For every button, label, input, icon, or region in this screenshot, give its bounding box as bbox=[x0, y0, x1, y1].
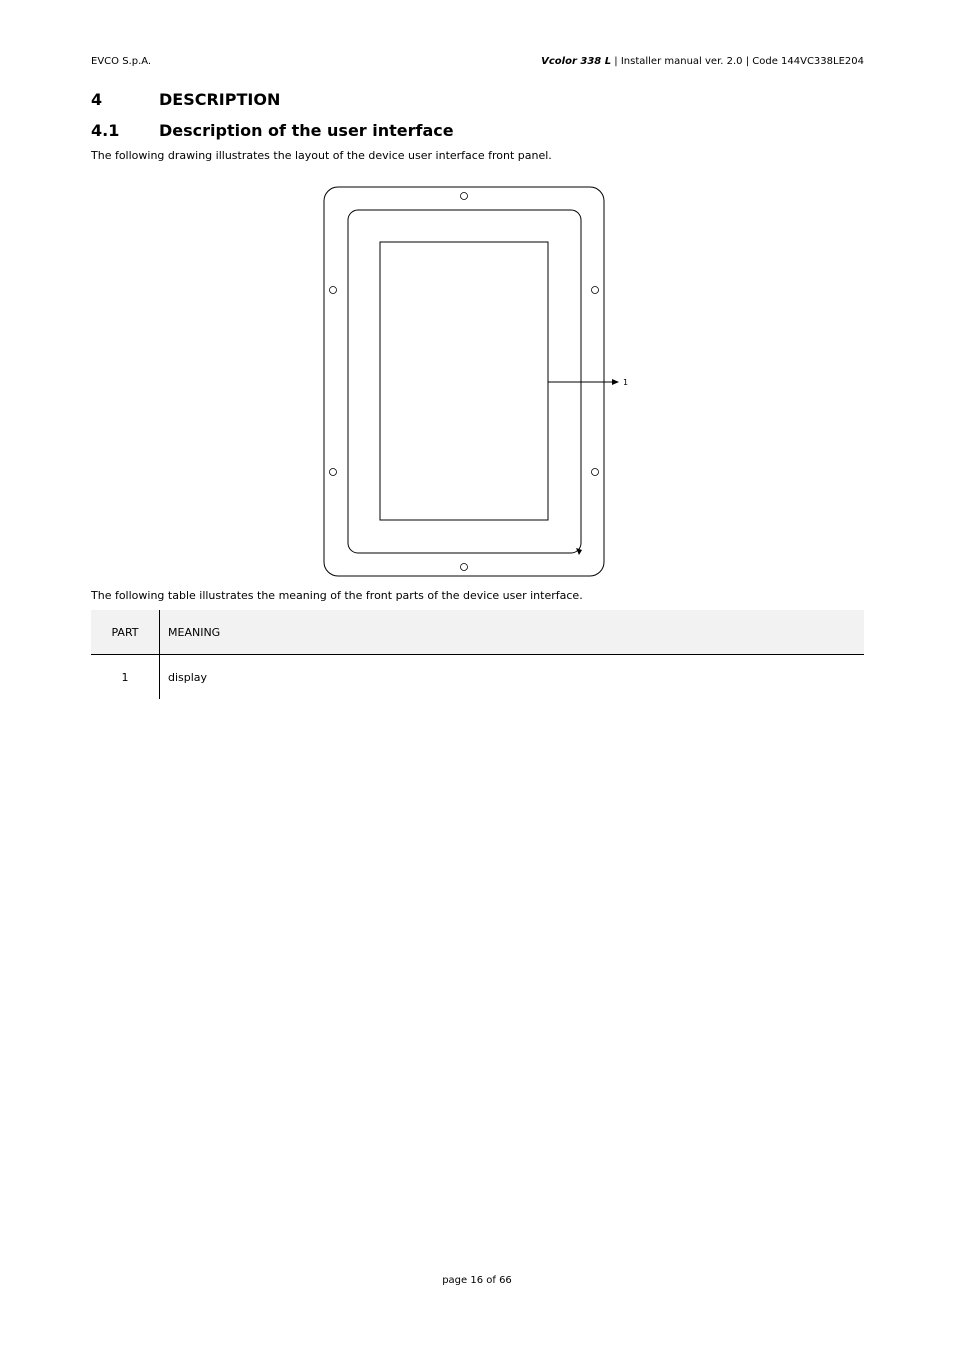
header-doc-code: | Installer manual ver. 2.0 | Code 144VC338LE204 bbox=[611, 56, 864, 67]
parts-table bbox=[91, 610, 864, 699]
mount-hole-right-bottom bbox=[592, 469, 599, 476]
table-header-row bbox=[91, 610, 864, 655]
page-number: page 16 of 66 bbox=[442, 1275, 512, 1286]
subsection-heading bbox=[91, 121, 454, 140]
front-panel-drawing bbox=[318, 182, 638, 582]
callout-label: 1 bbox=[623, 378, 629, 387]
cell-part: 1 bbox=[91, 655, 160, 700]
section-number: 4 bbox=[91, 90, 103, 109]
section-title: DESCRIPTION bbox=[159, 90, 281, 109]
mount-hole-left-bottom bbox=[330, 469, 337, 476]
header-product: Vcolor 338 L bbox=[541, 56, 612, 67]
section-heading bbox=[91, 90, 280, 109]
header-part: PART bbox=[91, 610, 160, 655]
callout-arrowhead bbox=[612, 379, 619, 385]
mount-hole-bottom bbox=[461, 564, 468, 571]
mount-hole-top bbox=[461, 193, 468, 200]
table-intro-paragraph: The following table illustrates the meaning of the front parts of the device user interface. bbox=[91, 589, 583, 602]
cell-meaning: display bbox=[168, 670, 208, 684]
intro-paragraph: The following drawing illustrates the layout of the device user interface front panel. bbox=[91, 149, 552, 162]
header-company: EVCO S.p.A. bbox=[91, 56, 152, 67]
table-row bbox=[91, 655, 864, 700]
subsection-number: 4.1 bbox=[91, 121, 120, 140]
subsection-title: Description of the user interface bbox=[159, 121, 454, 140]
header-meaning: MEANING bbox=[160, 610, 865, 655]
mount-hole-right-top bbox=[592, 287, 599, 294]
display-area bbox=[380, 242, 548, 520]
header-doc-info bbox=[541, 56, 864, 67]
mount-hole-left-top bbox=[330, 287, 337, 294]
